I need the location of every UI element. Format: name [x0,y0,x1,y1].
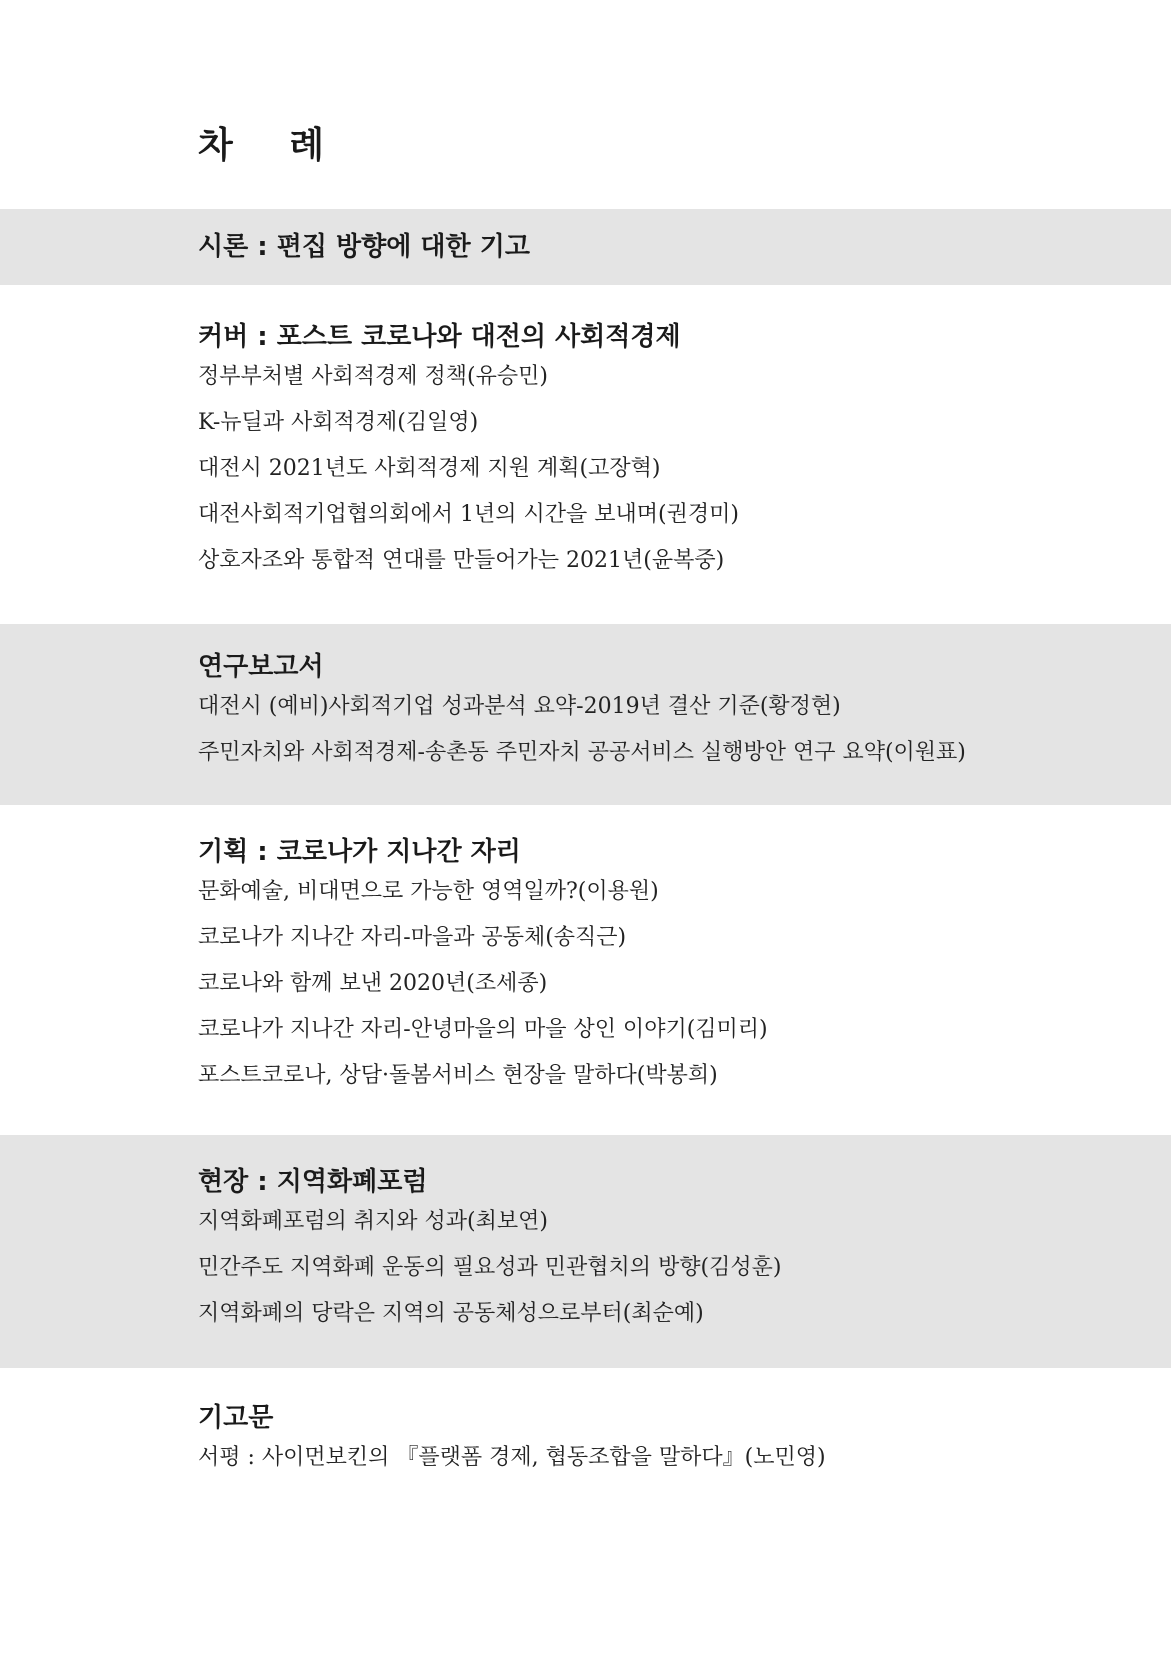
toc-entry-list [198,1199,1171,1337]
toc-entry: 주민자치와 사회적경제-송촌동 주민자치 공공서비스 실행방안 연구 요약(이원표) [198,740,966,765]
section-title: 시론 : 편집 방향에 대한 기고 [198,232,530,262]
toc-entry-list [198,1435,1171,1481]
toc-entry: K-뉴딜과 사회적경제(김일영) [198,410,479,435]
section-title: 현장 : 지역화폐포럼 [198,1167,428,1197]
toc-entry: 지역화폐포럼의 취지와 성과(최보연) [198,1209,548,1234]
toc-section-cover [0,285,1171,624]
toc-section-editorial [0,209,1171,285]
section-title: 기고문 [198,1403,274,1433]
toc-entry: 상호자조와 통합적 연대를 만들어가는 2021년(윤복중) [198,548,725,573]
page-title: 차 례 [198,125,347,166]
toc-section-feature [0,805,1171,1135]
toc-entry: 코로나가 지나간 자리-마을과 공동체(송직근) [198,925,627,950]
toc-section-field-forum [0,1135,1171,1368]
toc-entry: 민간주도 지역화폐 운동의 필요성과 민관협치의 방향(김성훈) [198,1255,782,1280]
toc-section-research-reports [0,624,1171,805]
section-title: 커버 : 포스트 코로나와 대전의 사회적경제 [198,322,681,352]
toc-entry-list [198,354,1171,584]
toc-entry: 포스트코로나, 상담·돌봄서비스 현장을 말하다(박봉희) [198,1063,718,1088]
toc-entry: 대전사회적기업협의회에서 1년의 시간을 보내며(권경미) [198,502,739,527]
toc-entry: 코로나와 함께 보낸 2020년(조세종) [198,971,548,996]
toc-entry: 대전시 (예비)사회적기업 성과분석 요약-2019년 결산 기준(황정현) [198,694,841,719]
section-title: 연구보고서 [198,652,324,682]
section-title: 기획 : 코로나가 지나간 자리 [198,837,521,867]
toc-entry: 지역화폐의 당락은 지역의 공동체성으로부터(최순예) [198,1301,704,1326]
toc-entry: 코로나가 지나간 자리-안녕마을의 마을 상인 이야기(김미리) [198,1017,768,1042]
toc-section-contributions [0,1368,1171,1488]
toc-entry: 서평 : 사이먼보킨의 『플랫폼 경제, 협동조합을 말하다』(노민영) [198,1445,826,1470]
toc-entry-list [198,869,1171,1099]
toc-entry: 정부부처별 사회적경제 정책(유승민) [198,364,548,389]
toc-entry: 대전시 2021년도 사회적경제 지원 계획(고장혁) [198,456,661,481]
toc-entry-list [198,684,1171,776]
toc-entry: 문화예술, 비대면으로 가능한 영역일까?(이용원) [198,879,659,904]
